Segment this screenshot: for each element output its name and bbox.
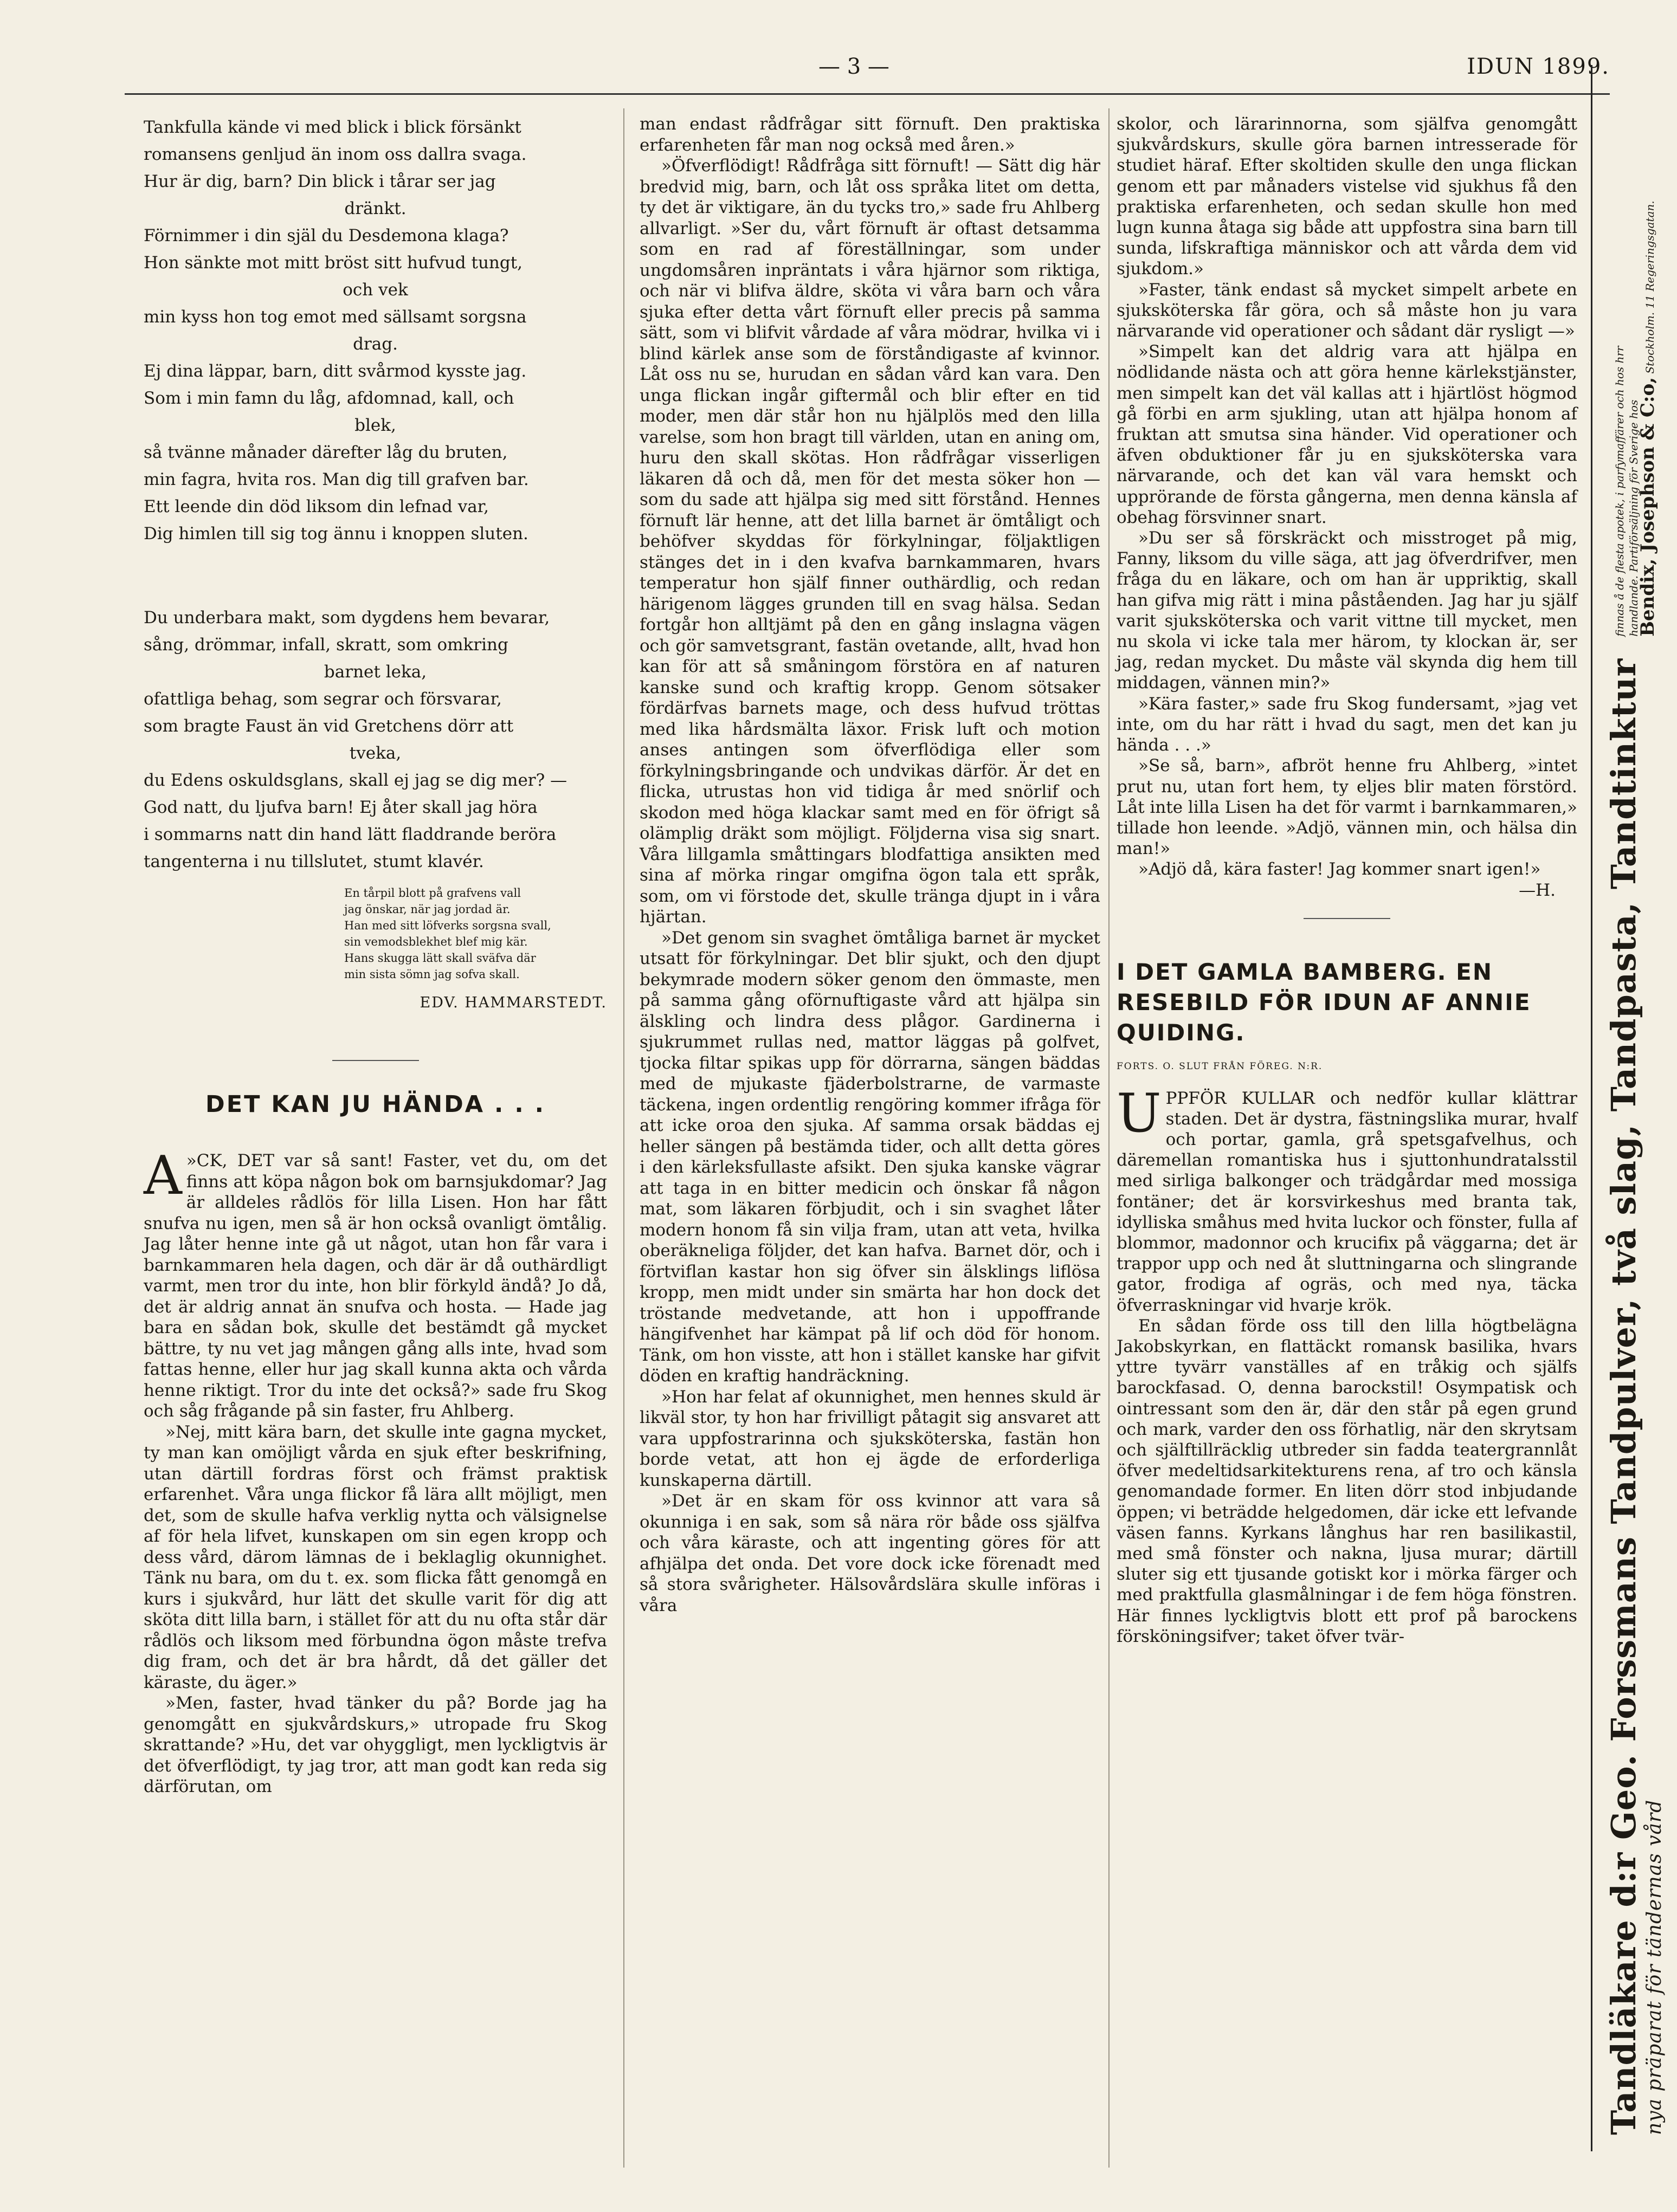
drop-cap: U bbox=[1117, 1082, 1162, 1144]
poem-line: min kyss hon tog emot med sällsamt sorgsna bbox=[144, 307, 527, 327]
story-paragraph: » A CK, DET var så sant! Faster, vet du, om det finns att köpa någon bok om barnsjukdomar? Jag är alldeles rådlös för lilla Lisen. Hon har fått snufva nu igen, men så är hon också ovanligt ömtålig. Jag låter henne inte gå ut något, utan hon får vara i barnkammaren hela dagen, och där är då outhärdligt varmt, men tror du inte, hon blir förkyld ändå? Jo då, det är aldrig annat än snufva och hosta. — Hade jag bara en sådan bok, skulle det bestämdt gå mycket bättre, ty nu vet jag mången gång alls inte, hvad som fattas henne, eller hur jag skall kunna akta och vårda henne riktigt. Tror du inte det också?» sade fru Skog och såg frågande på sin faster, fru Ahlberg. bbox=[144, 1145, 607, 1421]
issue-label: IDUN 1899. bbox=[1467, 54, 1610, 79]
poem-line: tveka, bbox=[349, 743, 402, 763]
header-rule bbox=[125, 93, 1610, 95]
epigraph-line: En tårpil blott på grafvens vall bbox=[344, 887, 521, 900]
poem-line: Förnimmer i din själ du Desdemona klaga? bbox=[144, 226, 509, 245]
ad-subline: nya präparat för tändernas vård bbox=[1643, 1799, 1666, 2135]
travel-title: I DET GAMLA BAMBERG. EN RESEBILD FÖR IDUN AF ANNIE QUIDING. bbox=[1117, 958, 1531, 1046]
poem-line: som bragte Faust än vid Gretchens dörr att bbox=[144, 716, 514, 736]
poem bbox=[144, 114, 607, 1011]
poem-line: blek, bbox=[354, 416, 396, 435]
poem-line: Hon sänkte mot mitt bröst sitt hufvud tungt, bbox=[144, 253, 523, 273]
story-signature: —H. bbox=[1519, 880, 1556, 900]
epigraph-line: min sista sömn jag sofva skall. bbox=[344, 968, 520, 981]
epigraph-line: Han med sitt löfverks sorgsna svall, bbox=[344, 919, 551, 932]
ad-headline: Tandläkare d:r Geo. Forssmans Tandpulver, två slag, Tandpasta, Tandtinktur nya präparat för tändernas vård bbox=[1603, 658, 1666, 2135]
advertisement-rotated bbox=[1592, 65, 1676, 2151]
poem-line: God natt, du ljufva barn! Ej åter skall jag höra bbox=[144, 798, 538, 817]
poem-line: och vek bbox=[343, 280, 408, 300]
story-paragraph: man endast rådfrågar sitt förnuft. Den praktiska erfarenheten får man nog också med åren.» bbox=[640, 114, 1100, 155]
poem-line: min fagra, hvita ros. Man dig till grafven bar. bbox=[144, 470, 529, 489]
travel-paragraph: UPPFÖR KULLAR och nedför kullar klättrar staden. Det är dystra, fästningslika murar, hvalf och portar, gamla, grå spetsgafvelhus, och däremellan romantiska hus i sjuttonhundratalsstil med sirliga balkonger och trädgårdar med mossiga fontäner; det är korsvirkeshus med branta tak, idylliska småhus med hvita luckor och fönster, fulla af blommor, madonnor och krucifix på väggarna; det är trappor upp och ned åt sluttningarna och slingrande gator, frodiga af ogräs, och med nya, täcka öfverraskningar vid hvarje krök. bbox=[1117, 1082, 1577, 1315]
story-paragraph: »Faster, tänk endast så mycket simpelt arbete en sjuksköterska får göra, och så måste hon ju vara närvarande vid operationer och sådant där rysligt —» bbox=[1117, 280, 1577, 341]
column-rule bbox=[623, 108, 624, 2168]
page-number: — 3 — bbox=[818, 54, 889, 79]
divider bbox=[332, 1060, 419, 1061]
story-paragraph: »Se så, barn», afbröt henne fru Ahlberg, »intet prut nu, utan fort hem, ty eljes blir maten förstörd. Låt inte lilla Lisen ha det för varmt i barnkammaren,» tillade hon leende. »Adjö, vännen min, och hälsa din man!» bbox=[1117, 756, 1577, 859]
poem-line: Tankfulla kände vi med blick i blick försänkt bbox=[144, 118, 521, 137]
story-paragraph: »Men, faster, hvad tänker du på? Borde jag ha genomgått en sjukvårdskurs,» utropade fru Skog skrattande? »Hu, det var ohyggligt, men lyckligtvis är det öfverflödigt, ty jag tror, att man godt kan reda sig därförutan, om bbox=[144, 1693, 607, 1796]
poem-line: Du underbara makt, som dygdens hem bevarar, bbox=[144, 608, 550, 628]
poem-line: Dig himlen till sig tog ännu i knoppen sluten. bbox=[144, 524, 528, 544]
poem-line: Ett leende din död liksom din lefnad var, bbox=[144, 497, 489, 516]
epigraph-line: Hans skugga lätt skall sväfva där bbox=[344, 952, 536, 965]
poem-line: romansens genljud än inom oss dallra svaga. bbox=[144, 145, 527, 164]
poem-line: tangenterna i nu tillslutet, stumt klavér. bbox=[144, 852, 484, 871]
ad-firm: Bendix, Josephson & C:o, bbox=[1636, 377, 1659, 637]
poem-line: Som i min famn du låg, afdomnad, kall, och bbox=[144, 389, 514, 408]
epigraph-line: sin vemodsblekhet blef mig kär. bbox=[344, 935, 528, 948]
column-2 bbox=[640, 114, 1100, 1616]
epigraph-line: jag önskar, när jag jordad är. bbox=[344, 903, 511, 916]
story-title: DET KAN JU HÄNDA . . . bbox=[205, 1091, 545, 1118]
story-paragraph: »Öfverflödigt! Rådfråga sitt förnuft! — Sätt dig här bredvid mig, barn, och låt oss språka litet om detta, ty det är viktigare, än du tycks tro,» sade fru Ahlberg allvarligt. »Ser du, vårt förnuft är oftast detsamma som en rad af föreställningar, som under ungdomsåren inpräntats i våra hjärnor som riktiga, och när vi blifva äldre, sköta vi våra barn och våra sjuka efter detta vårt förnuft eller precis på samma sätt, som vi blifvit vårdade af våra mödrar, hvilka vi i blind kärlek anse som de förståndigaste af kvinnor. Låt oss nu se, hurudan en sådan vård kan vara. Den unga flickan ingår giftermål och blir efter en tid moder, men där står hon nu hjälplös med den lilla varelse, som hon bragt till världen, utan en aning om, huru den skall skötas. Hon rådfrågar visserligen läkaren då och då, men för det mesta söker hon — som du sade att hjälpa sig med sitt förstånd. Hennes förnuft lär henne, att det lilla barnet är ömtåligt och behöfver skyddas för förkylningar, följaktligen stänges det in i den kvafva barnkammaren, hvars temperatur hon själf finner outhärdlig, och redan härigenom lägges grunden till en svag hälsa. Sedan fortgår hon alltjämt på den en gång inslagna vägen och gör samvetsgrant, fastän ovetande, allt, hvad hon kan för att så småningom förstöra en af naturen kanske sund och kraftig kropp. Genom sötsaker fördärfvas barnets mage, och dess hufvud tröttas med lika hårdsmälta läxor. Frisk luft och motion anses antingen som öfverflödiga eller som förkylningsbringande och undvikas därför. Är det en flicka, utrustas hon vid tidiga år med snörlif och skodon med höga klackar samt med en för öfrigt så olämplig dräkt som möjligt. Följderna visa sig snart. Våra lillgamla småttingars blodfattiga ansikten med sina af mörka ringar omgifna ögon tala ett språk, som, om vi förstode det, skulle tränga djupt in i våra hjärtan. bbox=[640, 156, 1100, 927]
divider bbox=[1304, 918, 1390, 919]
poem-line: sång, drömmar, infall, skratt, som omkring bbox=[144, 635, 508, 655]
travel-paragraph: En sådan förde oss till den lilla högtbelägna Jakobskyrkan, en flattäckt romansk basilika, hvars yttre tyvärr vanställes af en tråkig och själfs barockfasad. O, denna barockstil! Osympatisk och ointressant som den är, där den står på egen grund och mark, varder den oss förhatlig, när den skrytsam och själftillräcklig utbreder sin fadda teatergrannlåt öfver medeltidsarkitekturens rena, af tro och känsla genomandade former. En liten dörr stod inbjudande öppen; vi beträdde helgedomen, där icke ett lefvande väsen fanns. Kyrkans långhus har ren basilikastil, med små fönster och nakna, ljusa murar; därtill sluter sig ett tjusande gotiskt kor i mörka färger och med praktfulla glasmålningar i de fem höga fönstren. Här finnes lyckligtvis blott ett prof på barockens försköningsifver; taket öfver tvär- bbox=[1117, 1316, 1577, 1646]
column-1 bbox=[144, 114, 607, 1797]
poem-line: ofattliga behag, som segrar och försvarar, bbox=[144, 689, 502, 709]
story-paragraph: skolor, och lärarinnorna, som själfva genomgått sjukvårdskurs, skulle göra barnen intresserade för studiet häraf. Efter skoltiden skulle den unga flickan genom ett par månaders vistelse vid sjukhus få den praktiska erfarenheten, och sedan skulle hon med lugn kunna åtaga sig både att uppfostra sina barn till sunda, lifskraftiga människor och att vårda dem vid sjukdom.» bbox=[1117, 114, 1577, 279]
story-paragraph: »Kära faster,» sade fru Skog fundersamt, »jag vet inte, om du har rätt i hvad du sagt, men det kan ju hända . . .» bbox=[1117, 694, 1577, 755]
stanza-break bbox=[144, 547, 607, 604]
drop-cap: A bbox=[144, 1145, 182, 1207]
column-3 bbox=[1117, 114, 1577, 1647]
poem-line: Ej dina läppar, barn, ditt svårmod kysste jag. bbox=[144, 361, 527, 381]
poem-signature: EDV. HAMMARSTEDT. bbox=[420, 994, 607, 1011]
page-header bbox=[125, 54, 1610, 92]
poem-line: drag. bbox=[353, 334, 398, 354]
ad-retailer-info: finnas å de flesta apotek, i parfymaffärer och hos hrr handlande. Partiförsäljning för Sverige hos Bendix, Josephson & C:o, Stockholm. 11 Regeringsgatan. bbox=[1612, 200, 1659, 637]
story-paragraph: »Det är en skam för oss kvinnor att vara så okunniga i en sak, som så nära rör både oss själfva och våra käraste, och att ingenting göres för att afhjälpa det onda. Det vore dock icke förenadt med så stora svårigheter. Hälsovårdslära skulle införas i våra bbox=[640, 1491, 1100, 1615]
story-paragraph: »Du ser så förskräckt och misstroget på mig, Fanny, liksom du ville säga, att jag öfverdrifver, men fråga du en läkare, och om han är uppriktig, skall han gifva mig rätt i mina påståenden. Jag har ju själf varit sjuksköterska och varit vittne till mycket, men nu skola vi icke tala mer härom, ty klockan är, ser jag, redan mycket. Du måste väl skynda dig hem till middagen, vännen min?» bbox=[1117, 528, 1577, 693]
story-paragraph: »Nej, mitt kära barn, det skulle inte gagna mycket, ty man kan omöjligt vårda en sjuk efter beskrifning, utan därtill fordras först och främst praktisk erfarenhet. Våra unga flickor få lära allt möjligt, men det, som de skulle hafva verklig nytta och välsignelse af för hela lifvet, kunskapen om sin egen kropp och dess vård, därom lämnas de i beklaglig okunnighet. Tänk nu bara, om du t. ex. som flicka fått genomgå en kurs i sjukvård, hur lätt det skulle varit för dig att sköta ditt lilla barn, i stället för att du nu ofta står där rådlös och liksom med förbundna ögon måste trefva dig fram, och det är bra hårdt, då det gäller det käraste, du äger.» bbox=[144, 1422, 607, 1692]
poem-line: i sommarns natt din hand lätt fladdrande beröra bbox=[144, 825, 557, 844]
story-paragraph: »Det genom sin svaghet ömtåliga barnet är mycket utsatt för förkylningar. Det blir sjukt, och den djupt bekymrade modern söker genom den ömmaste, men på samma gång oförnuftigaste vård att hjälpa sin älskling och lindra dess plågor. Gardinerna i sjukrummet rullas ned, mattor läggas på golfvet, tjocka filtar spikas upp för dörrarna, sängen bäddas med de mjukaste fjäderbolstrarne, de varmaste täckena, ingen ordentlig rengöring kommer ifråga för att icke oroa den sjuka. Af samma orsak bäddas ej heller sängen på bestämda tider, och allt detta göres i den kärleksfullaste afsikt. Den sjuka kanske vägrar att taga in en bitter medicin och önskar få någon mat, som läkaren förbjudit, och i sin svaghet låter modern honom få sin vilja fram, utan att veta, hvilka oberäkneliga följder, det kan hafva. Barnet dör, och i förtviflan kastar hon sig öfver sin älsklings liflösa kropp, men midt under sin smärta har hon dock det tröstande medvetande, att hon i uppoffrande hängifvenhet har kämpat på lif och död för honom. Tänk, om hon visste, att hon i stället kanske har gifvit döden en kraftig handräckning. bbox=[640, 928, 1100, 1386]
travel-subhead: FORTS. O. SLUT FRÅN FÖREG. N:R. bbox=[1117, 1060, 1323, 1072]
story-paragraph: »Simpelt kan det aldrig vara att hjälpa en nödlidande nästa och att göra henne kärlekstjänster, men simpelt kan det väl kallas att i hjärtlöst högmod gå förbi en arm sjukling, utan att hjälpa honom af fruktan att smutsa sina händer. Vid operationer och äfven obduktioner får ju en sjuksköterska vara närvarande, och det kan väl vara hemskt och upprörande de första gångerna, men denna känsla af obehag försvinner snart. bbox=[1117, 342, 1577, 527]
story-paragraph: »Adjö då, kära faster! Jag kommer snart igen!» —H. bbox=[1138, 859, 1556, 900]
column-rule bbox=[1108, 108, 1110, 2168]
poem-line: barnet leka, bbox=[324, 662, 427, 682]
poem-line: dränkt. bbox=[344, 199, 407, 218]
poem-line: du Edens oskuldsglans, skall ej jag se dig mer? — bbox=[144, 771, 567, 790]
advertisement bbox=[1591, 65, 1676, 2151]
story-paragraph: »Hon har felat af okunnighet, men hennes skuld är likväl stor, ty hon har frivilligt påtagit sig ansvaret att vara uppfostrarinna och sjuksköterska, fastän hon borde vetat, att hon ej ägde de erforderliga kunskaperna därtill. bbox=[640, 1387, 1100, 1490]
poem-line: Hur är dig, barn? Din blick i tårar ser jag bbox=[144, 172, 496, 191]
poem-line: så tvänne månader därefter låg du bruten, bbox=[144, 443, 508, 462]
